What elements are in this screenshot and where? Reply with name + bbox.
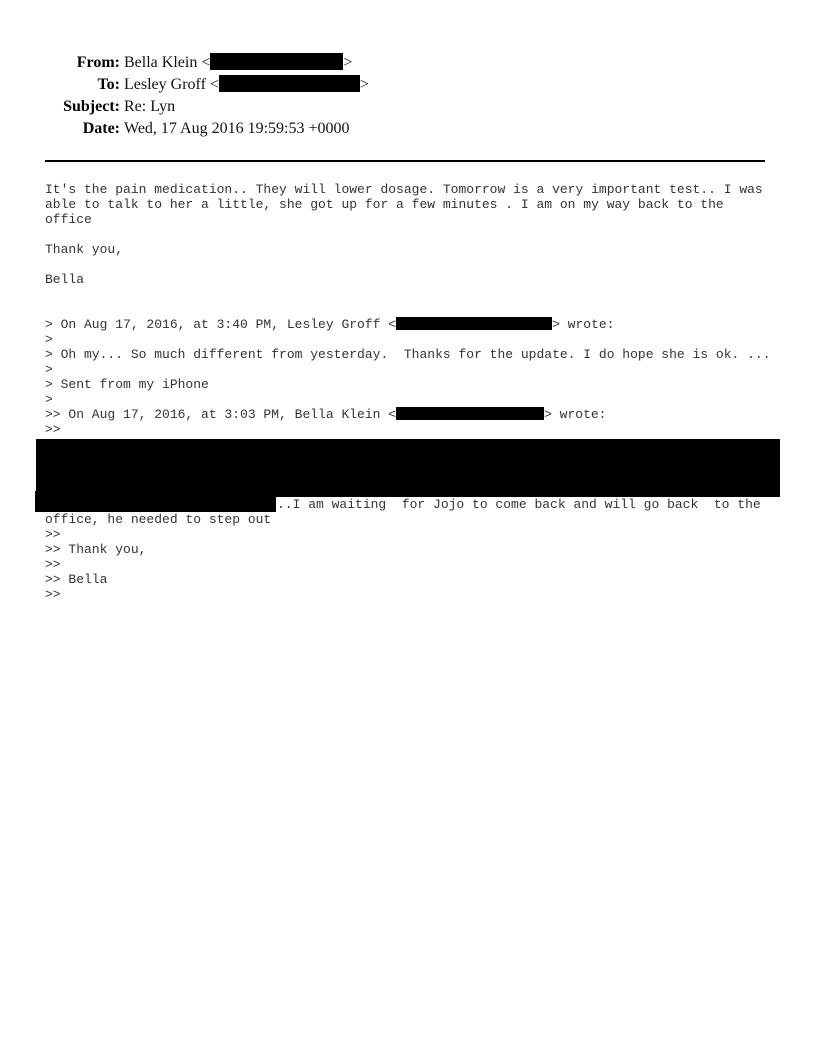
to-name: Lesley Groff < bbox=[124, 76, 219, 93]
redacted-from-email bbox=[210, 53, 343, 70]
quoted-line: > Oh my... So much different from yesterday. Thanks for the update. I do hope she is ok. ... bbox=[45, 347, 771, 362]
quoted-line: >> bbox=[45, 587, 61, 602]
blank-line bbox=[45, 287, 785, 302]
to-close: > bbox=[359, 76, 369, 93]
quoted-line: > bbox=[45, 332, 53, 347]
quoted-line: > bbox=[45, 362, 53, 377]
blank-line bbox=[45, 227, 785, 242]
quoted-line bbox=[45, 407, 785, 422]
quoted-line: > Sent from my iPhone bbox=[45, 377, 209, 392]
signature-line: Bella bbox=[45, 272, 85, 287]
quoted-line: >> bbox=[45, 422, 61, 437]
redaction-block-partial bbox=[35, 491, 276, 512]
quoted-line: ..I am waiting for Jojo to come back and will go back to the bbox=[277, 497, 761, 512]
quote-header-post: > wrote: bbox=[552, 317, 615, 332]
quoted-line: > bbox=[45, 392, 53, 407]
date-value: Wed, 17 Aug 2016 19:59:53 +0000 bbox=[124, 120, 350, 137]
to-row bbox=[0, 74, 816, 96]
redacted-email bbox=[396, 407, 544, 420]
from-label: From: bbox=[76, 54, 120, 71]
date-row bbox=[0, 118, 816, 140]
body-line: office bbox=[45, 212, 92, 227]
from-row bbox=[0, 52, 816, 74]
email-body bbox=[45, 182, 785, 602]
to-value bbox=[124, 74, 369, 96]
body-line: It's the pain medication.. They will lower dosage. Tomorrow is a very important test.. I was bbox=[45, 182, 763, 197]
date-label: Date: bbox=[82, 120, 120, 137]
redacted-email bbox=[396, 317, 552, 330]
quote-header-post: > wrote: bbox=[544, 407, 607, 422]
blank-line bbox=[45, 302, 785, 317]
body-line: able to talk to her a little, she got up for a few minutes . I am on my way back to the bbox=[45, 197, 724, 212]
quoted-line bbox=[45, 317, 785, 332]
to-label: To: bbox=[97, 76, 120, 93]
from-value bbox=[124, 52, 352, 74]
quote-header-pre: >> On Aug 17, 2016, at 3:03 PM, Bella Klein < bbox=[45, 407, 397, 422]
subject-value: Re: Lyn bbox=[124, 98, 176, 115]
email-header bbox=[0, 52, 816, 140]
subject-label: Subject: bbox=[63, 98, 120, 115]
quoted-line: >> Thank you, bbox=[45, 542, 147, 557]
quoted-line: >> Bella bbox=[45, 572, 108, 587]
thanks-line: Thank you, bbox=[45, 242, 124, 257]
header-divider bbox=[45, 160, 765, 162]
from-name: Bella Klein < bbox=[124, 54, 211, 71]
redacted-to-email bbox=[219, 75, 360, 92]
redaction-block bbox=[36, 439, 780, 497]
quoted-line: >> bbox=[45, 527, 61, 542]
quoted-line: >> bbox=[45, 557, 61, 572]
subject-row bbox=[0, 96, 816, 118]
blank-line bbox=[45, 257, 785, 272]
quoted-line: office, he needed to step out bbox=[45, 512, 272, 527]
from-close: > bbox=[343, 54, 353, 71]
quote-header-pre: > On Aug 17, 2016, at 3:40 PM, Lesley Groff < bbox=[45, 317, 397, 332]
